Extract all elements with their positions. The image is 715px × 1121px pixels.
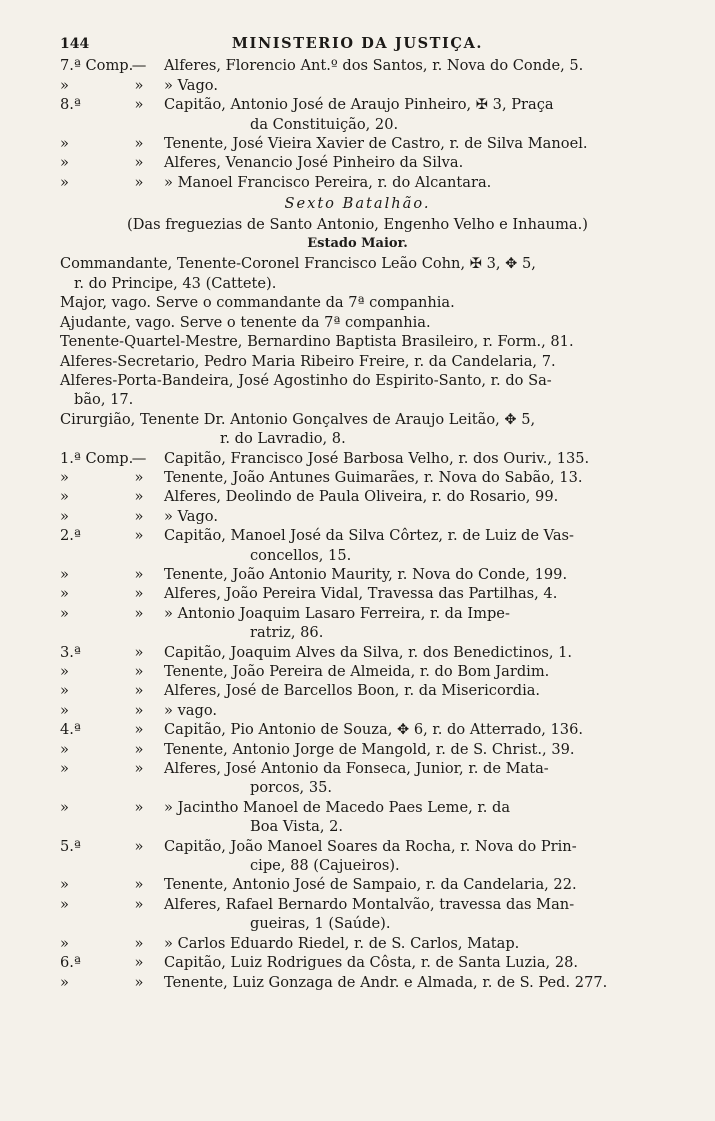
entry-ditto: » (134, 876, 144, 894)
entry-ditto: » (134, 604, 144, 622)
entry-ditto: » (134, 837, 144, 855)
entry-ditto: » (134, 760, 144, 778)
staff-text: Cirurgião, Tenente Dr. Antonio Gonçalves de Araujo Leitão, ✥ 5, (60, 410, 536, 428)
entry-continuation-text: concellos, 15. (250, 546, 352, 564)
entry-line (60, 973, 655, 992)
entry-text: » Vago. (164, 76, 218, 94)
staff-heading: Estado Maior. (307, 236, 408, 252)
entry-company: 5.ª (60, 837, 81, 855)
entry-ditto: » (134, 895, 144, 913)
entry-text: Capitão, Manoel José da Silva Côrtez, r. de Luiz de Vas- (164, 527, 574, 545)
entry-text: Alferes, Venancio José Pinheiro da Silva. (164, 154, 464, 172)
entry-continuation (60, 778, 655, 797)
entry-ditto: » (134, 721, 144, 739)
entry-line (60, 740, 655, 759)
entry-text: Alferes, João Pereira Vidal, Travessa das Partilhas, 4. (164, 585, 558, 603)
entry-line (60, 526, 655, 545)
entry-text: » Carlos Eduardo Riedel, r. de S. Carlos, Matap. (164, 934, 520, 952)
entry-company: » (60, 798, 69, 816)
staff-text: Ajudante, vago. Serve o tenente da 7ª companhia. (60, 313, 431, 331)
entry-company: » (60, 682, 69, 700)
entry-company: » (60, 740, 69, 758)
entry-line (60, 153, 655, 172)
entry-company: » (60, 468, 69, 486)
entry-company: 2.ª (60, 527, 81, 545)
entry-text: Capitão, Antonio José de Araujo Pinheiro, ✠ 3, Praça (164, 96, 554, 114)
entry-company: 6.ª (60, 954, 81, 972)
entry-continuation-text: ratriz, 86. (250, 624, 324, 642)
staff-text: Major, vago. Serve o commandante da 7ª companhia. (60, 294, 455, 312)
entry-line (60, 681, 655, 700)
entry-text: Alferes, José de Barcellos Boon, r. da Misericordia. (164, 682, 541, 700)
entry-company: » (60, 585, 69, 603)
page-number: 144 (60, 36, 90, 52)
entry-line (60, 720, 655, 739)
entry-text: Tenente, João Pereira de Almeida, r. do Bom Jardim. (164, 663, 550, 680)
entry-text: » Jacintho Manoel de Macedo Paes Leme, r. da (164, 798, 511, 816)
entry-continuation (60, 817, 655, 836)
entry-text: Tenente, João Antunes Guimarães, r. Nova do Sabão, 13. (164, 468, 583, 486)
entry-line (60, 95, 655, 114)
entry-company: » (60, 701, 69, 719)
entry-ditto: » (134, 585, 144, 603)
company-list (60, 449, 655, 992)
entry-ditto: » (134, 663, 144, 680)
entry-line (60, 662, 655, 681)
entry-text: Tenente, Antonio Jorge de Mangold, r. de S. Christ., 39. (164, 740, 575, 758)
entry-company: 7.ª Comp. (60, 57, 134, 75)
entry-continuation-text: cipe, 88 (Cajueiros). (250, 857, 400, 875)
entry-line (60, 798, 655, 817)
entry-line (60, 449, 655, 468)
staff-line (60, 332, 655, 351)
entry-text: Alferes, José Antonio da Fonseca, Junior, r. de Mata- (164, 760, 549, 778)
entry-text: Tenente, José Vieira Xavier de Castro, r. de Silva Manoel. (164, 135, 588, 153)
entry-ditto: » (134, 798, 144, 816)
entry-company: » (60, 895, 69, 913)
staff-continuation (60, 274, 655, 293)
staff-continuation-text: r. do Principe, 43 (Cattete). (74, 274, 277, 292)
entry-ditto: » (134, 527, 144, 545)
entry-line (60, 895, 655, 914)
entry-company: » (60, 760, 69, 778)
entry-text: » vago. (164, 701, 218, 719)
entry-ditto: » (134, 135, 144, 153)
entry-line (60, 76, 655, 95)
entry-text: » Manoel Francisco Pereira, r. do Alcantara. (164, 173, 492, 191)
entry-line (60, 953, 655, 972)
entry-text: » Antonio Joaquim Lasaro Ferreira, r. da Impe- (164, 604, 510, 622)
staff-line (60, 410, 655, 429)
entry-ditto: — (131, 449, 147, 467)
running-title: MINISTERIO DA JUSTIÇA. (231, 35, 484, 52)
entry-company: » (60, 507, 69, 525)
entry-line (60, 875, 655, 894)
entry-text: Capitão, Joaquim Alves da Silva, r. dos Benedictinos, 1. (164, 643, 573, 661)
entry-line (60, 934, 655, 953)
entry-ditto: » (134, 96, 144, 114)
entry-company: 3.ª (60, 643, 81, 661)
entry-text: Alferes, Florencio Ant.º dos Santos, r. Nova do Conde, 5. (164, 57, 584, 75)
staff-text: Alferes-Secretario, Pedro Maria Ribeiro Freire, r. da Candelaria, 7. (60, 352, 556, 370)
entry-continuation (60, 856, 655, 875)
entry-line (60, 643, 655, 662)
entry-continuation-text: gueiras, 1 (Saúde). (250, 915, 391, 933)
entry-company: 1.ª Comp. (60, 449, 134, 467)
entry-company: » (60, 876, 69, 894)
entry-line (60, 507, 655, 526)
staff-continuation-text: bão, 17. (74, 391, 134, 409)
entry-line (60, 134, 655, 153)
staff-line (60, 293, 655, 312)
entry-text: » Vago. (164, 507, 218, 525)
battalion-subtitle: (Das freguezias de Santo Antonio, Engenho Velho e Inhauma.) (127, 215, 588, 233)
entry-line (60, 173, 655, 192)
entry-company: » (60, 565, 69, 583)
entry-continuation (60, 546, 655, 565)
page-header (60, 34, 655, 54)
entry-continuation (60, 115, 655, 134)
entry-line (60, 701, 655, 720)
staff-line (60, 254, 655, 273)
entry-text: Capitão, João Manoel Soares da Rocha, r. Nova do Prin- (164, 837, 577, 855)
staff-line (60, 371, 655, 390)
entry-line (60, 604, 655, 623)
entry-text: Capitão, Pio Antonio de Souza, ✥ 6, r. do Atterrado, 136. (164, 721, 584, 739)
entry-company: » (60, 154, 69, 172)
entry-company: » (60, 973, 69, 991)
entry-ditto: » (134, 643, 144, 661)
entry-ditto: » (134, 701, 144, 719)
entry-line (60, 837, 655, 856)
entry-company: » (60, 488, 69, 506)
entry-continuation-text: porcos, 35. (250, 779, 333, 797)
staff-continuation (60, 429, 655, 448)
entry-ditto: » (134, 154, 144, 172)
entry-ditto: » (134, 76, 144, 94)
entry-line (60, 487, 655, 506)
entry-ditto: » (134, 682, 144, 700)
entry-continuation (60, 623, 655, 642)
entry-line (60, 565, 655, 584)
entry-ditto: » (134, 488, 144, 506)
staff-continuation (60, 390, 655, 409)
staff-list (60, 254, 655, 448)
entry-company: » (60, 604, 69, 622)
entry-continuation-text: Boa Vista, 2. (250, 818, 344, 836)
entry-company: » (60, 663, 69, 680)
entry-line (60, 584, 655, 603)
staff-text: Alferes-Porta-Bandeira, José Agostinho do Espirito-Santo, r. do Sa- (60, 371, 552, 389)
entry-text: Alferes, Rafael Bernardo Montalvão, travessa das Man- (164, 895, 575, 913)
entry-company: » (60, 76, 69, 94)
section-seventh-battalion-tail (60, 56, 655, 192)
staff-continuation-text: r. do Lavradio, 8. (220, 430, 346, 448)
entry-continuation-text: da Constituição, 20. (250, 115, 399, 133)
entry-line (60, 468, 655, 487)
entry-ditto: » (134, 565, 144, 583)
entry-ditto: » (134, 468, 144, 486)
staff-line (60, 352, 655, 371)
entry-text: Capitão, Francisco José Barbosa Velho, r. dos Ouriv., 135. (164, 449, 590, 467)
entry-ditto: » (134, 934, 144, 952)
entry-ditto: » (134, 740, 144, 758)
entry-text: Capitão, Luiz Rodrigues da Côsta, r. de Santa Luzia, 28. (164, 954, 579, 972)
entry-text: Tenente, Luiz Gonzaga de Andr. e Almada, r. de S. Ped. 277. (164, 973, 608, 991)
entry-ditto: — (131, 57, 147, 75)
staff-line (60, 313, 655, 332)
entry-ditto: » (134, 973, 144, 991)
entry-continuation (60, 914, 655, 933)
entry-company: » (60, 934, 69, 952)
entry-text: Tenente, Antonio José de Sampaio, r. da Candelaria, 22. (164, 876, 577, 894)
entry-line (60, 56, 655, 75)
entry-text: Tenente, João Antonio Maurity, r. Nova do Conde, 199. (164, 565, 568, 583)
entry-company: 4.ª (60, 721, 81, 739)
entry-company: 8.ª (60, 96, 81, 114)
entry-ditto: » (134, 173, 144, 191)
battalion-title: Sexto Batalhão. (284, 195, 431, 213)
entry-company: » (60, 135, 69, 153)
entry-ditto: » (134, 954, 144, 972)
entry-text: Alferes, Deolindo de Paula Oliveira, r. do Rosario, 99. (164, 488, 559, 506)
entry-line (60, 759, 655, 778)
staff-text: Commandante, Tenente-Coronel Francisco Leão Cohn, ✠ 3, ✥ 5, (60, 255, 536, 273)
entry-ditto: » (134, 507, 144, 525)
staff-text: Tenente-Quartel-Mestre, Bernardino Baptista Brasileiro, r. Form., 81. (60, 333, 574, 351)
entry-company: » (60, 173, 69, 191)
